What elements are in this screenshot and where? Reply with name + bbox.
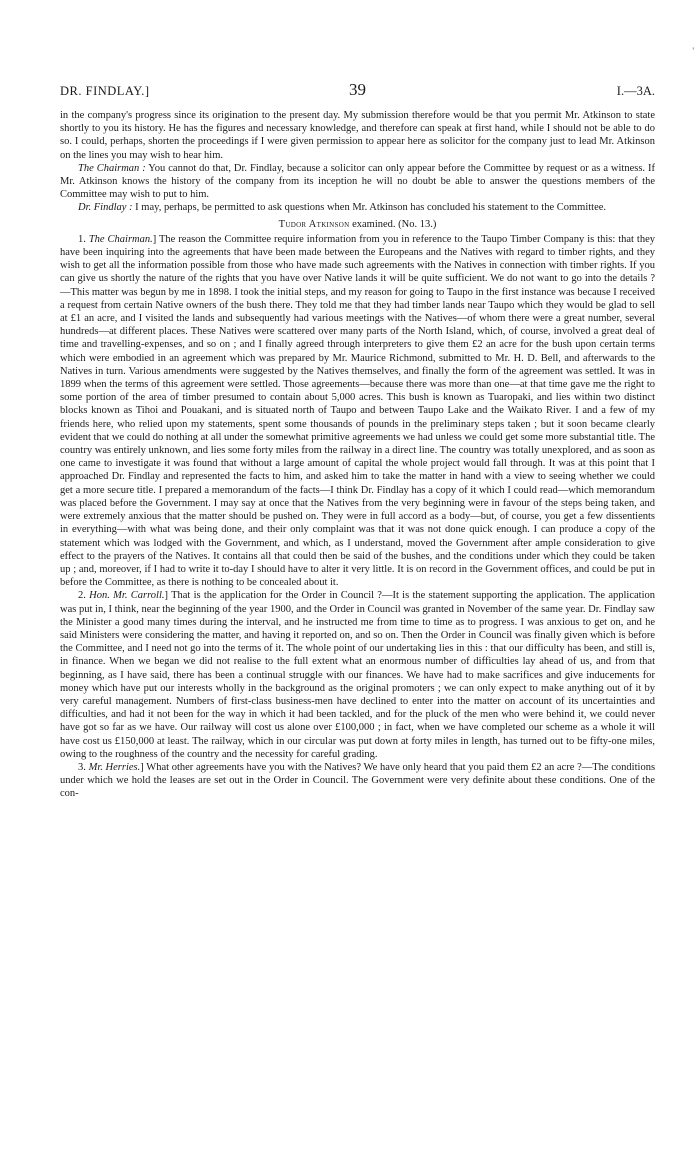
question-text: ] That is the application for the Order in Council ?—It is the statement supporting the application. The application was put in, I think, near the beginning of the year 1900, and the Order in Council was granted in November of the same year. Dr. Findlay saw the Minister a good many times during the interval, and he instructed me from time to time as to progress. I was anxious to get on, and he said Ministers were considering the matter, and having it reported on, and so on. Then the Order in Council was finally given which is before the Committee, and I need not go into the terms of it. The whole point of our undertaking lies in this : that our difficulty has been, and still is, in finance. When we began we did not realise to the full extent what an enormous number of difficulties lay ahead of us, and from that beginning, as I have said, there has been a continual struggle with our finances. We have had to make sacrifices and give inducements for money which have put our interests wholly in the background as the original promoters ; we can only expect to make anything out of it by very careful management. Numbers of first-class business-men have declined to enter into the matter on account of its uncertainties and difficulties, and had it not been for the way in which it had been tackled, and for the pluck of the men who were behind it, we could never have got so far as we have. Our railway will cost us alone over £100,000 ; in fact, when we have completed our scheme as a whole it will have cost us £150,000 at least. The railway, which in our circular was put down at forty miles in length, has turned out to be fifty-one miles, owing to the roughness of the country and the necessity for careful grading. (60, 590, 656, 760)
speaker-label: Hon. Mr. Carroll. (89, 590, 165, 602)
witness-heading-rest: examined. (No. 13.) (349, 218, 437, 230)
question-number: 1. (78, 233, 89, 245)
speaker-label: Mr. Herries. (88, 761, 141, 773)
margin-mark: ' (692, 46, 694, 56)
page-header (60, 80, 655, 102)
paragraph-continued: in the company's progress since its origination to the present day. My submission therefore would be that you permit Mr. Atkinson to state shortly to you its history. He has the figures and necessary knowledge, and therefore can speak at first hand, while I should not be able to do so. I could, perhaps, shorten the proceedings if I were given permission to appear here as solicitor for the company just to lead Mr. Atkinson on the lines you may wish to hear him. (60, 110, 655, 161)
witness-name: Tudor Atkinson (278, 218, 350, 230)
question-text: ] What other agreements have you with the Natives? We have only heard that you paid them £2 an acre ?—The conditions under which we hold the leases are set out in the Order in Council. The Government were very definite about these conditions. One of the con- (60, 761, 656, 800)
question-1 (60, 233, 655, 589)
witness-heading (60, 218, 655, 231)
running-head-left: DR. FINDLAY.] (60, 84, 150, 98)
paragraph-text: I may, perhaps, be permitted to ask questions when Mr. Atkinson has concluded his statement to the Committee. (132, 202, 607, 214)
question-3 (60, 761, 655, 801)
speaker-label: Dr. Findlay : (78, 202, 133, 214)
paragraph-text: You cannot do that, Dr. Findlay, because a solicitor can only appear before the Committee by request or as a witness. If Mr. Atkinson knows the history of the company from its inception he will no doubt be able to answer the questions members of the Committee may wish to put to him. (60, 162, 655, 201)
speaker-label: The Chairman. (88, 233, 153, 245)
page-number: 39 (349, 80, 366, 99)
paragraph-chairman (60, 162, 655, 202)
question-2 (60, 589, 655, 761)
page-body (60, 109, 655, 801)
paragraph-findlay (60, 201, 655, 214)
question-number: 3. (78, 761, 89, 773)
running-head-right: I.—3A. (616, 84, 655, 98)
question-number: 2. (78, 590, 90, 602)
question-text: ] The reason the Committee require information from you in reference to the Taupo Timber Company is this: that they have been inquiring into the agreements that have been made between the Europeans and the Natives with regard to timber rights, and they wish to get all the information possible from those who have made such agreements with the Natives in connection with timber rights. If you can give us shortly the nature of the rights that you have over Native lands it will be quite sufficient. We do not want to go into the details ?—This matter was begun by me in 1898. I took the initial steps, and my reason for going to Taupo in the first instance was because I received a request from certain Native owners of the bush there. They told me that they had timber lands near Taupo which they would be glad to sell at £1 an acre, and I visited the lands and subsequently had various meetings with the Natives—of whom there were a great number, several hundreds—at different places. These Natives were scattered over many parts of the North Island, which, of course, involved a great deal of time and travelling-expenses, and so on ; and I finally agreed through interpreters to give them £2 an acre for the bush upon certain terms which were embodied in an agreement which was prepared by Mr. Maurice Richmond, submitted to Mr. H. D. Bell, and afterwards to the Natives in turn. Various amendments were suggested by the Natives themselves, and finally the form of the agreement was settled. It was in 1899 when the terms of this agreement were settled. Those agreements—because there was more than one—at that time gave me the right to some portion of the area of timber presumed to contain about 5,000 acres. This bush is known as Tuaropaki, and lies within two distinct blocks known as Tihoi and Pouakani, and is situated north of Taupo and between Taupo Lake and the Waikato River. I and a few of my friends here, who relied upon my statements, spent some thousands of pounds in the preliminary steps taken ; but it soon became clearly evident that we could do nothing at all under the somewhat primitive agreements we had unless we could get some more substantial title. The country was entirely unknown, and lies some forty miles from the railway in a direct line. The country was totally unexplored, and as soon as one came to investigate it was found that without a large amount of capital the whole project would fall through. It was at this point that I approached Dr. Findlay and represented the facts to him, and asked him to take the matter in hand with a view to seeing whether we could get a more secure title. I prepared a memorandum of the facts—I think Dr. Findlay has a copy of it which I could read—which memorandum was placed before the Government. I may say at once that the Natives from the very beginning were in favour of the steps being taken, and were extremely anxious that the matter should be pushed on. They were in full accord as a body—but, of course, you get a few dissentients in everything—with what was being done, and their only complaint was that it was not done quick enough. I can produce a copy of the statement which was lodged with the Government, and which, as I understand, moved the Government after ample consideration to give effect to the prayers of the Natives. It contains all that could then be said of the bushes, and the conditions under which they could be taken up ; and, moreover, if I had to write it to-day I should have to alter it very little. It is on record in the Government offices, and could be put in before the Committee, as there is nothing to be concealed about it. (60, 233, 656, 589)
speaker-label: The Chairman : (78, 162, 146, 174)
